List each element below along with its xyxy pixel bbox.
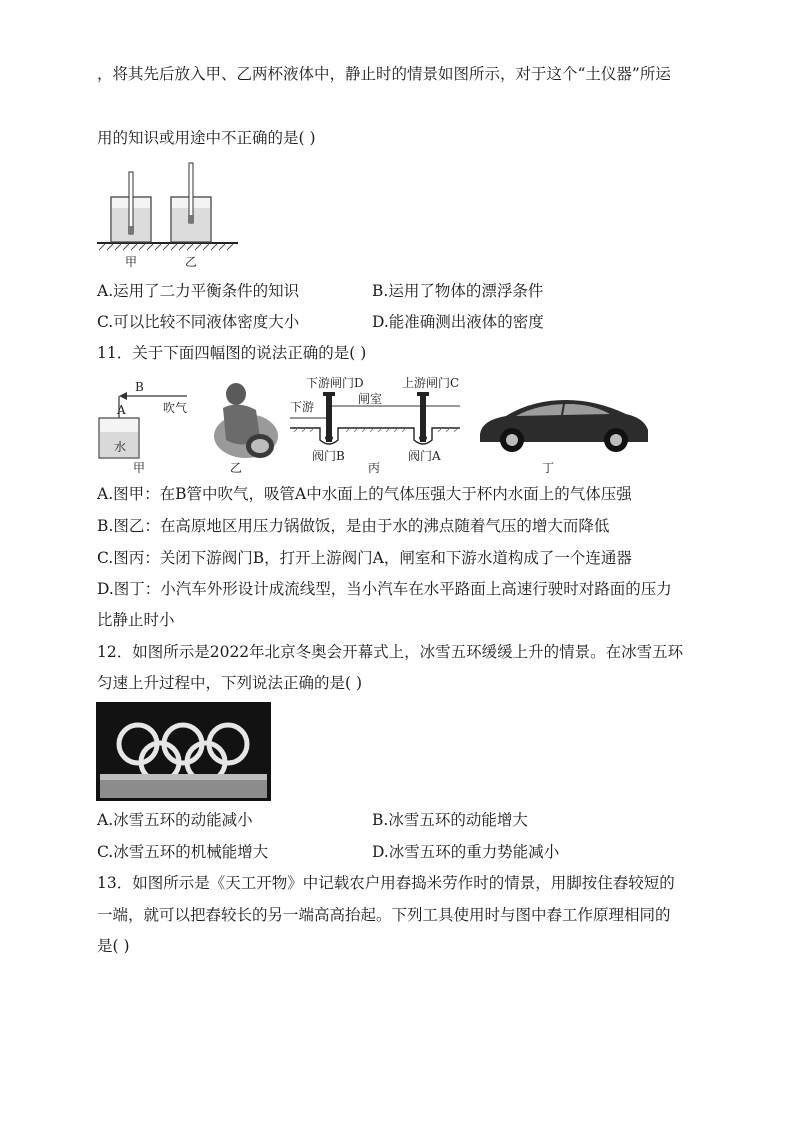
q12-option-b[interactable]: B.冰雪五环的动能增大 xyxy=(372,811,528,829)
q11-jia-label-blow: 吹气 xyxy=(163,401,188,415)
q11-jia-label-water: 水 xyxy=(114,440,127,454)
q10-stem-line2: 用的知识或用途中不正确的是( ) xyxy=(97,129,316,147)
q12-figure-olympic-rings xyxy=(96,702,271,801)
q10-option-a[interactable]: A.运用了二力平衡条件的知识 xyxy=(97,282,300,300)
q12-option-a[interactable]: A.冰雪五环的动能减小 xyxy=(97,811,253,829)
q11-jia-label-b: B xyxy=(135,380,144,394)
q11-option-a[interactable]: A.图甲：在B管中吹气，吸管A中水面上的气体压强大于杯内水面上的气体压强 xyxy=(97,485,632,503)
q11-figure-yi xyxy=(208,378,278,475)
q11-label-bing: 丙 xyxy=(368,461,381,475)
q11-figure-jia xyxy=(95,378,205,475)
q11-label-ding: 丁 xyxy=(542,461,555,475)
q10-option-d[interactable]: D.能准确测出液体的密度 xyxy=(372,313,544,331)
q10-figure-beakers xyxy=(95,160,245,270)
q10-label-jia: 甲 xyxy=(125,255,138,269)
q11-bing-chamber: 闸室 xyxy=(358,392,383,406)
q11-bing-downstream: 下游 xyxy=(290,400,315,414)
q11-bing-valve-a: 阀门A xyxy=(408,449,441,463)
q12-stem-line2: 匀速上升过程中，下列说法正确的是( ) xyxy=(97,674,363,692)
q11-bing-gate-d: 下游闸门D xyxy=(306,376,364,390)
q13-stem-line2: 一端，就可以把舂较长的另一端高高抬起。下列工具使用时与图中舂工作原理相同的 xyxy=(97,906,671,924)
q11-stem: 11．关于下面四幅图的说法正确的是( ) xyxy=(97,344,367,362)
q11-figure-ding xyxy=(476,390,652,475)
q13-stem-line3: 是( ) xyxy=(97,937,130,955)
q13-stem-line1: 13．如图所示是《天工开物》中记载农户用舂捣米劳作时的情景，用脚按住舂较短的 xyxy=(97,874,675,892)
q11-jia-label-a: A xyxy=(117,403,126,417)
q11-option-d-line2[interactable]: 比静止时小 xyxy=(97,611,175,629)
q11-label-yi: 乙 xyxy=(230,461,243,475)
q11-bing-gate-c: 上游闸门C xyxy=(402,376,460,390)
q10-option-c[interactable]: C.可以比较不同液体密度大小 xyxy=(97,313,300,331)
q11-option-b[interactable]: B.图乙：在高原地区用压力锅做饭，是由于水的沸点随着气压的增大而降低 xyxy=(97,517,610,535)
q12-option-d[interactable]: D.冰雪五环的重力势能减小 xyxy=(372,843,560,861)
q10-option-b[interactable]: B.运用了物体的漂浮条件 xyxy=(372,282,544,300)
q10-label-yi: 乙 xyxy=(185,255,198,269)
q11-label-jia: 甲 xyxy=(133,461,146,475)
q10-stem-line1: ，将其先后放入甲、乙两杯液体中，静止时的情景如图所示，对于这个“土仪器”所运 xyxy=(97,65,671,83)
q11-figure-bing xyxy=(290,374,462,475)
q12-stem-line1: 12．如图所示是2022年北京冬奥会开幕式上，冰雪五环缓缓上升的情景。在冰雪五环 xyxy=(97,643,684,661)
q11-bing-valve-b: 阀门B xyxy=(312,449,345,463)
q11-option-d-line1[interactable]: D.图丁：小汽车外形设计成流线型，当小汽车在水平路面上高速行驶时对路面的压力 xyxy=(97,580,672,598)
q12-option-c[interactable]: C.冰雪五环的机械能增大 xyxy=(97,843,269,861)
q11-option-c[interactable]: C.图丙：关闭下游阀门B，打开上游阀门A，闸室和下游水道构成了一个连通器 xyxy=(97,549,632,567)
